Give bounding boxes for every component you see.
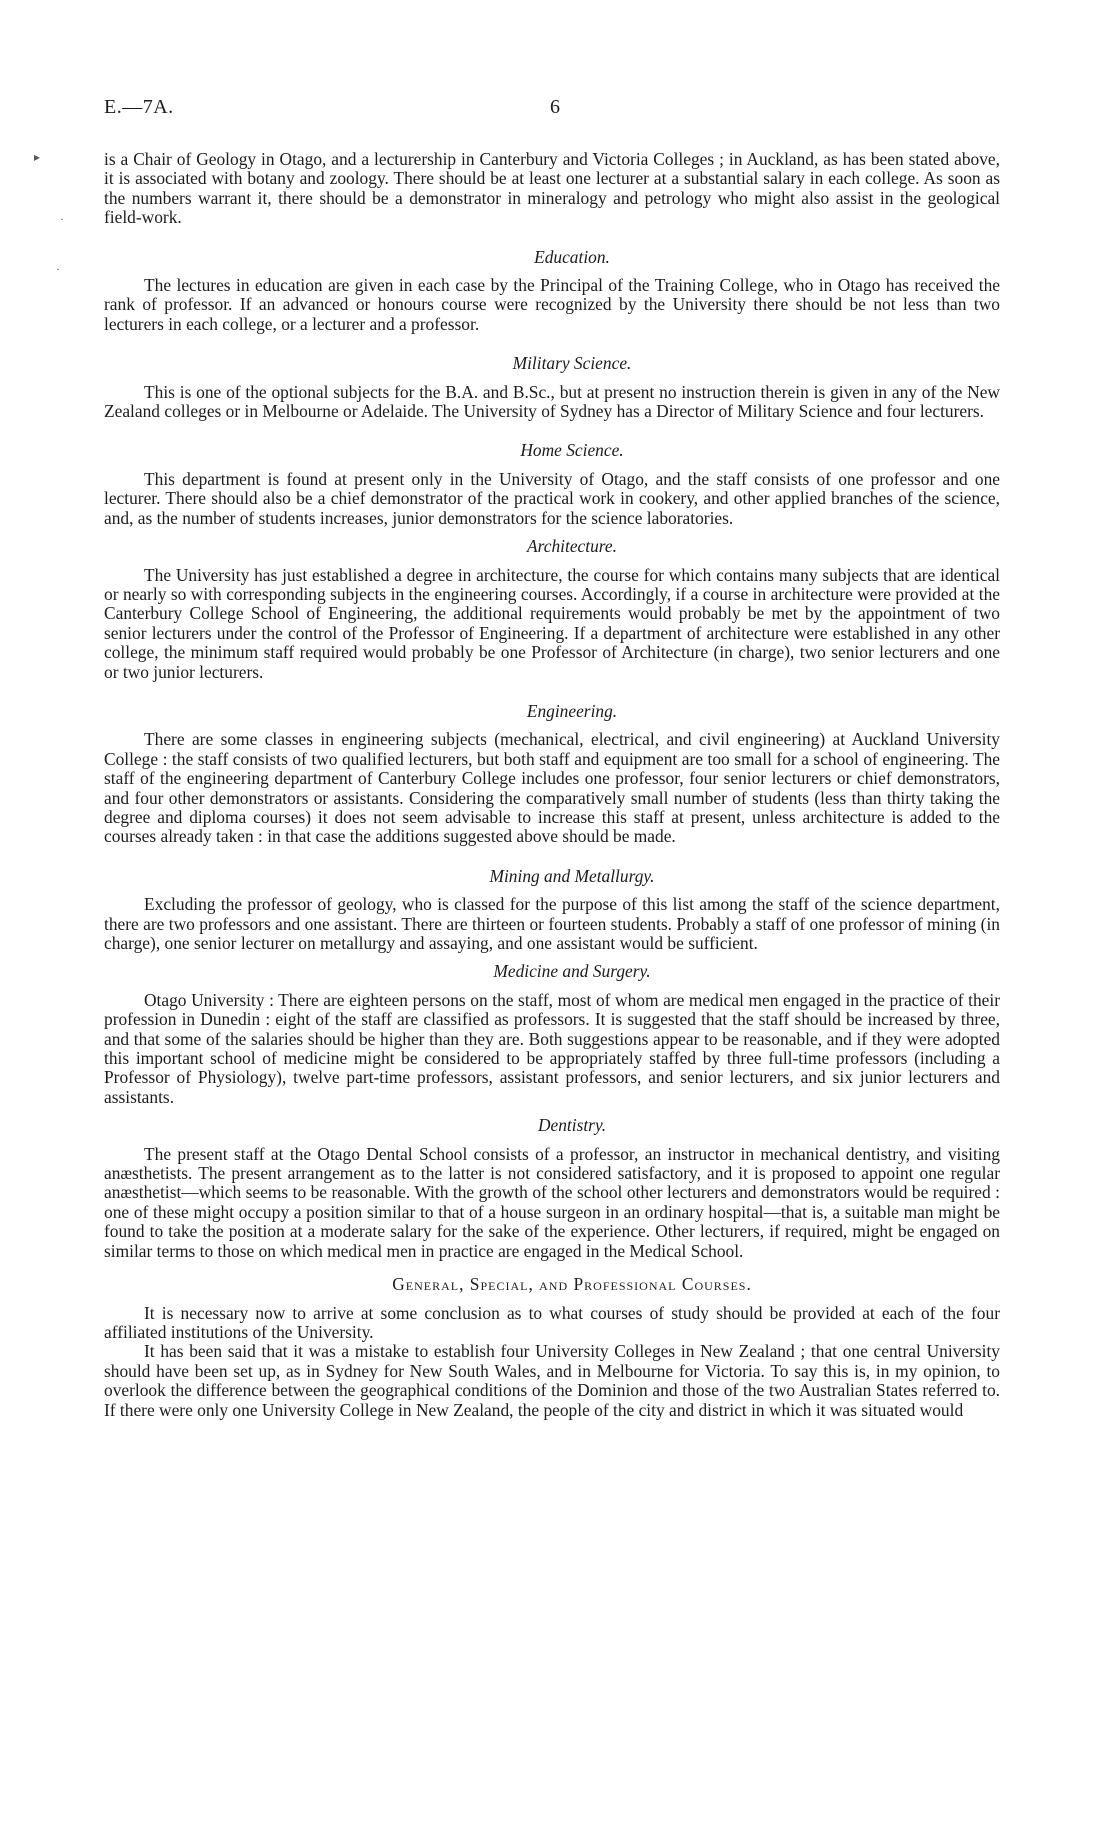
education-paragraph: The lectures in education are given in each case by the Principal of the Training College, who in Otago has received the rank of professor. If an advanced or honours course were recognized by the University there should be not less than two lecturers in each college, or a lecturer and a professor. bbox=[104, 275, 1000, 334]
margin-mark: ▸ bbox=[34, 150, 41, 164]
page-header bbox=[104, 96, 1000, 126]
courses-paragraph-2: It has been said that it was a mistake to establish four University Colleges in New Zealand ; that one central University should have been set up, as in Sydney for New South Wales, and in Melbourne for Victoria. To say this is, in my opinion, to overlook the difference between the geographical conditions of the Dominion and those of the two Australian States referred to. If there were only one University College in New Zealand, the people of the city and district in which it was situated would bbox=[104, 1341, 1000, 1420]
margin-mark: · bbox=[60, 212, 64, 226]
section-heading-home-science: Home Science. bbox=[520, 440, 624, 461]
section-heading-education: Education. bbox=[534, 246, 610, 267]
section-heading-mining: Mining and Metallurgy. bbox=[489, 865, 655, 886]
mining-paragraph: Excluding the professor of geology, who is classed for the purpose of this list among the staff of the science department, there are two professors and one assistant. There are thirteen or fourteen students. Probably a staff of one professor of mining (in charge), one senior lecturer on metallurgy and assaying, and one assistant would be sufficient. bbox=[104, 894, 1000, 953]
margin-mark: · bbox=[56, 262, 60, 276]
geology-paragraph: is a Chair of Geology in Otago, and a lecturership in Canterbury and Victoria Colleges ; in Auckland, as has been stated above, it is associated with botany and zoology. There should be at least one lecturer at a substantial salary in each college. As soon as the numbers warrant it, there should be a demonstrator in mineralogy and petrology who might also assist in the geological field-work. bbox=[104, 149, 1000, 228]
page-number: 6 bbox=[550, 96, 561, 118]
medicine-paragraph: Otago University : There are eighteen persons on the staff, most of whom are medical men engaged in the practice of their profession in Dunedin : eight of the staff are classified as professors. It is suggested that the staff should be increased by three, and that some of the salaries should be higher than they are. Both suggestions appear to be reasonable, and if they were adopted this important school of medicine might be considered to be appropriately staffed by three full-time professors (including a Professor of Physiology), twelve part-time professors, assistant professors, and senior lecturers, and six junior lecturers and assistants. bbox=[104, 989, 1000, 1107]
military-science-paragraph: This is one of the optional subjects for the B.A. and B.Sc., but at present no instruction therein is given in any of the New Zealand colleges or in Melbourne or Adelaide. The University of Sydney has a Director of Military Science and four lecturers. bbox=[104, 381, 1000, 422]
section-heading-dentistry: Dentistry. bbox=[537, 1115, 607, 1136]
courses-paragraph-1: It is necessary now to arrive at some conclusion as to what courses of study should be provided at each of the four affiliated institutions of the University. bbox=[104, 1302, 1000, 1342]
section-heading-architecture: Architecture. bbox=[527, 536, 617, 557]
section-heading-military-science: Military Science. bbox=[512, 353, 632, 374]
section-heading-courses: General, Special, and Professional Courses. bbox=[392, 1274, 752, 1295]
architecture-paragraph: The University has just established a degree in architecture, the course for which contains many subjects that are identical or nearly so with corresponding subjects in the engineering courses. Accordingly, if a course in architecture were provided at the Canterbury College School of Engineering, the additional requirements would probably be met by the appointment of two senior lecturers under the control of the Professor of Engineering. If a department of architecture were established in any other college, the minimum staff required would probably be one Professor of Architecture (in charge), two senior lecturers and one or two junior lecturers. bbox=[104, 564, 1000, 682]
page-body bbox=[104, 150, 1000, 1420]
document-reference: E.—7A. bbox=[104, 96, 174, 118]
dentistry-paragraph: The present staff at the Otago Dental School consists of a professor, an instructor in mechanical dentistry, and visiting anæsthetists. The present arrangement as to the latter is not considered satisfactory, and it is proposed to appoint one regular anæsthetist—which seems to be reasonable. With the growth of the school other lecturers and demonstrators would be required : one of these might occupy a position similar to that of a house surgeon in an ordinary hospital—that is, a suitable man might be found to take the position at a moderate salary for the sake of the experience. Other lecturers, if required, might be engaged on similar terms to those on which medical men in practice are engaged in the Medical School. bbox=[104, 1143, 1000, 1261]
section-heading-medicine: Medicine and Surgery. bbox=[493, 961, 651, 982]
section-heading-engineering: Engineering. bbox=[526, 700, 618, 721]
home-science-paragraph: This department is found at present only in the University of Otago, and the staff consists of one professor and one lecturer. There should also be a chief demonstrator of the practical work in cookery, and other applied branches of the science, and, as the number of students increases, junior demonstrators for the science laboratories. bbox=[104, 468, 1000, 528]
engineering-paragraph: There are some classes in engineering subjects (mechanical, electrical, and civil engineering) at Auckland University College : the staff consists of two qualified lecturers, but both staff and equipment are too small for a school of engineering. The staff of the engineering department of Canterbury College includes one professor, four senior lecturers or chief demonstrators, and four other demonstrators or assistants. Considering the comparatively small number of students (less than thirty taking the degree and diploma courses) it does not seem advisable to increase this staff at present, unless architecture is added to the courses already taken : in that case the additions suggested above should be made. bbox=[104, 729, 1000, 847]
